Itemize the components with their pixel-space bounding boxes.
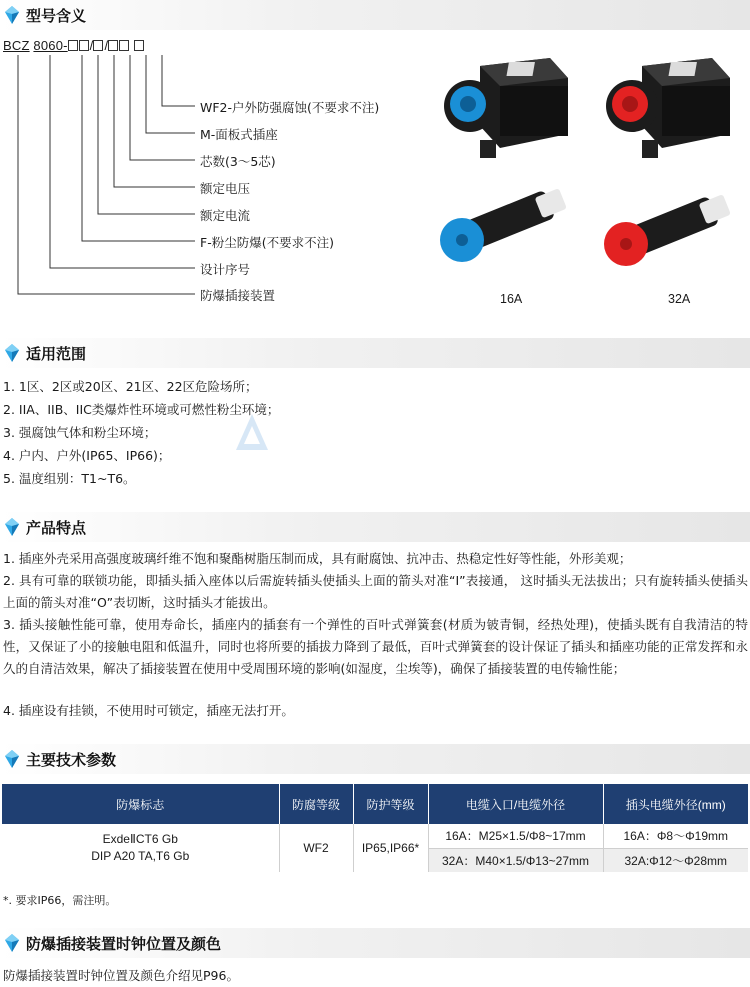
watermark-logo: [232, 410, 272, 470]
feature-item-2: 2. 具有可靠的联锁功能，即插头插入座体以后需旋转插头使插头上面的箭头对准“I”表接通， 这时插头无法拔出；只有旋转插头使插头上面的箭头对准“O”表切断，这时插头才能拔出。: [3, 573, 748, 610]
footnote: *. 要求IP66，需注明。: [3, 894, 117, 907]
section-title: 主要技术参数: [26, 751, 117, 769]
tree-label-dust: F-粉尘防爆(不要求不注): [200, 235, 334, 250]
diamond-icon: [4, 343, 20, 363]
scope-item-5: 5. 温度组别：T1~T6。: [3, 471, 136, 486]
cable-32a-cell: 32A：M40×1.5/Φ13~27mm: [428, 848, 603, 872]
section-header-specs: [0, 744, 750, 774]
scope-item-2: 2. IIA、IIB、IIC类爆炸性环境或可燃性粉尘环境；: [3, 402, 280, 417]
caption-16a: 16A: [500, 292, 523, 306]
scope-item-3: 3. 强腐蚀气体和粉尘环境；: [3, 425, 157, 440]
plug-32a-cell: 32A:Φ12～Φ28mm: [603, 848, 748, 872]
model-series: 8060-: [33, 38, 68, 53]
tree-label-device: 防爆插接装置: [200, 288, 276, 303]
ex-mark-cell: [2, 824, 279, 872]
anticorrosion-cell: WF2: [279, 824, 353, 872]
section-header-clock: [0, 928, 750, 958]
socket-red-image: [602, 56, 732, 164]
plug-16a-cell: 16A：Φ8～Φ19mm: [603, 824, 748, 848]
spec-table: [2, 784, 748, 872]
tree-label-panel: M-面板式插座: [200, 127, 278, 142]
ex-mark-2: DIP A20 TA,T6 Gb: [91, 849, 190, 863]
tree-label-design: 设计序号: [200, 262, 251, 277]
model-tree-lines: [0, 0, 200, 300]
ex-mark-1: ExdeⅡCT6 Gb: [102, 832, 178, 846]
plug-blue-image: [432, 184, 572, 264]
tree-label-wf2: WF2-户外防强腐蚀(不要求不注): [200, 100, 380, 115]
diamond-icon: [4, 749, 20, 769]
feature-item-3: 3. 插头接触性能可靠，使用寿命长，插座内的插套有一个弹性的百叶式弹簧套(材质为铍青铜，经热处理)，使插头既有自我清洁的特性，又保证了小的接触电阻和低温升，同时也将所要的插拔力降到了最低，百叶式弹簧套的设计保证了插头和插座功能的正常发挥和永久的自清洁效果，解决了插接装置在使用中受周围环境的影响(如湿度，尘埃等)，确保了插接装置的电传输性能；: [3, 617, 748, 676]
diamond-icon: [4, 933, 20, 953]
tree-label-current: 额定电流: [200, 208, 251, 223]
diamond-icon: [4, 517, 20, 537]
feature-item-4: 4. 插座设有挂锁，不使用时可锁定，插座无法打开。: [3, 703, 294, 718]
section-title: 型号含义: [26, 7, 87, 25]
section-title: 适用范围: [26, 345, 87, 363]
clock-reference-text: 防爆插接装置时钟位置及颜色介绍见P96。: [3, 968, 239, 983]
model-code: BCZ 8060- / /: [3, 38, 145, 53]
tree-label-voltage: 额定电压: [200, 181, 251, 196]
caption-32a: 32A: [668, 292, 691, 306]
header-anticorrosion: 防腐等级: [279, 784, 353, 824]
header-plug-cable: 插头电缆外径(mm): [603, 784, 748, 824]
section-title: 防爆插接装置时钟位置及颜色: [26, 935, 222, 953]
table-row: [2, 824, 748, 848]
scope-item-1: 1. 1区、2区或20区、21区、22区危险场所；: [3, 379, 258, 394]
section-title: 产品特点: [26, 519, 87, 537]
model-prefix: BCZ: [3, 38, 30, 53]
header-ex-mark: 防爆标志: [2, 784, 279, 824]
tree-label-cores: 芯数(3～5芯): [200, 154, 276, 169]
header-protection: 防护等级: [353, 784, 428, 824]
cable-16a-cell: 16A：M25×1.5/Φ8~17mm: [428, 824, 603, 848]
scope-item-4: 4. 户内、户外(IP65、IP66)；: [3, 448, 171, 463]
socket-blue-image: [440, 56, 570, 164]
section-header-scope: [0, 338, 750, 368]
section-header-features: [0, 512, 750, 542]
protection-cell: IP65,IP66*: [353, 824, 428, 872]
plug-red-image: [596, 190, 736, 270]
feature-item-1: 1. 插座外壳采用高强度玻璃纤维不饱和聚酯树脂压制而成，具有耐腐蚀、抗冲击、热稳定性好等性能，外形美观；: [3, 551, 632, 566]
table-header-row: [2, 784, 748, 824]
header-cable-entry: 电缆入口/电缆外径: [428, 784, 603, 824]
